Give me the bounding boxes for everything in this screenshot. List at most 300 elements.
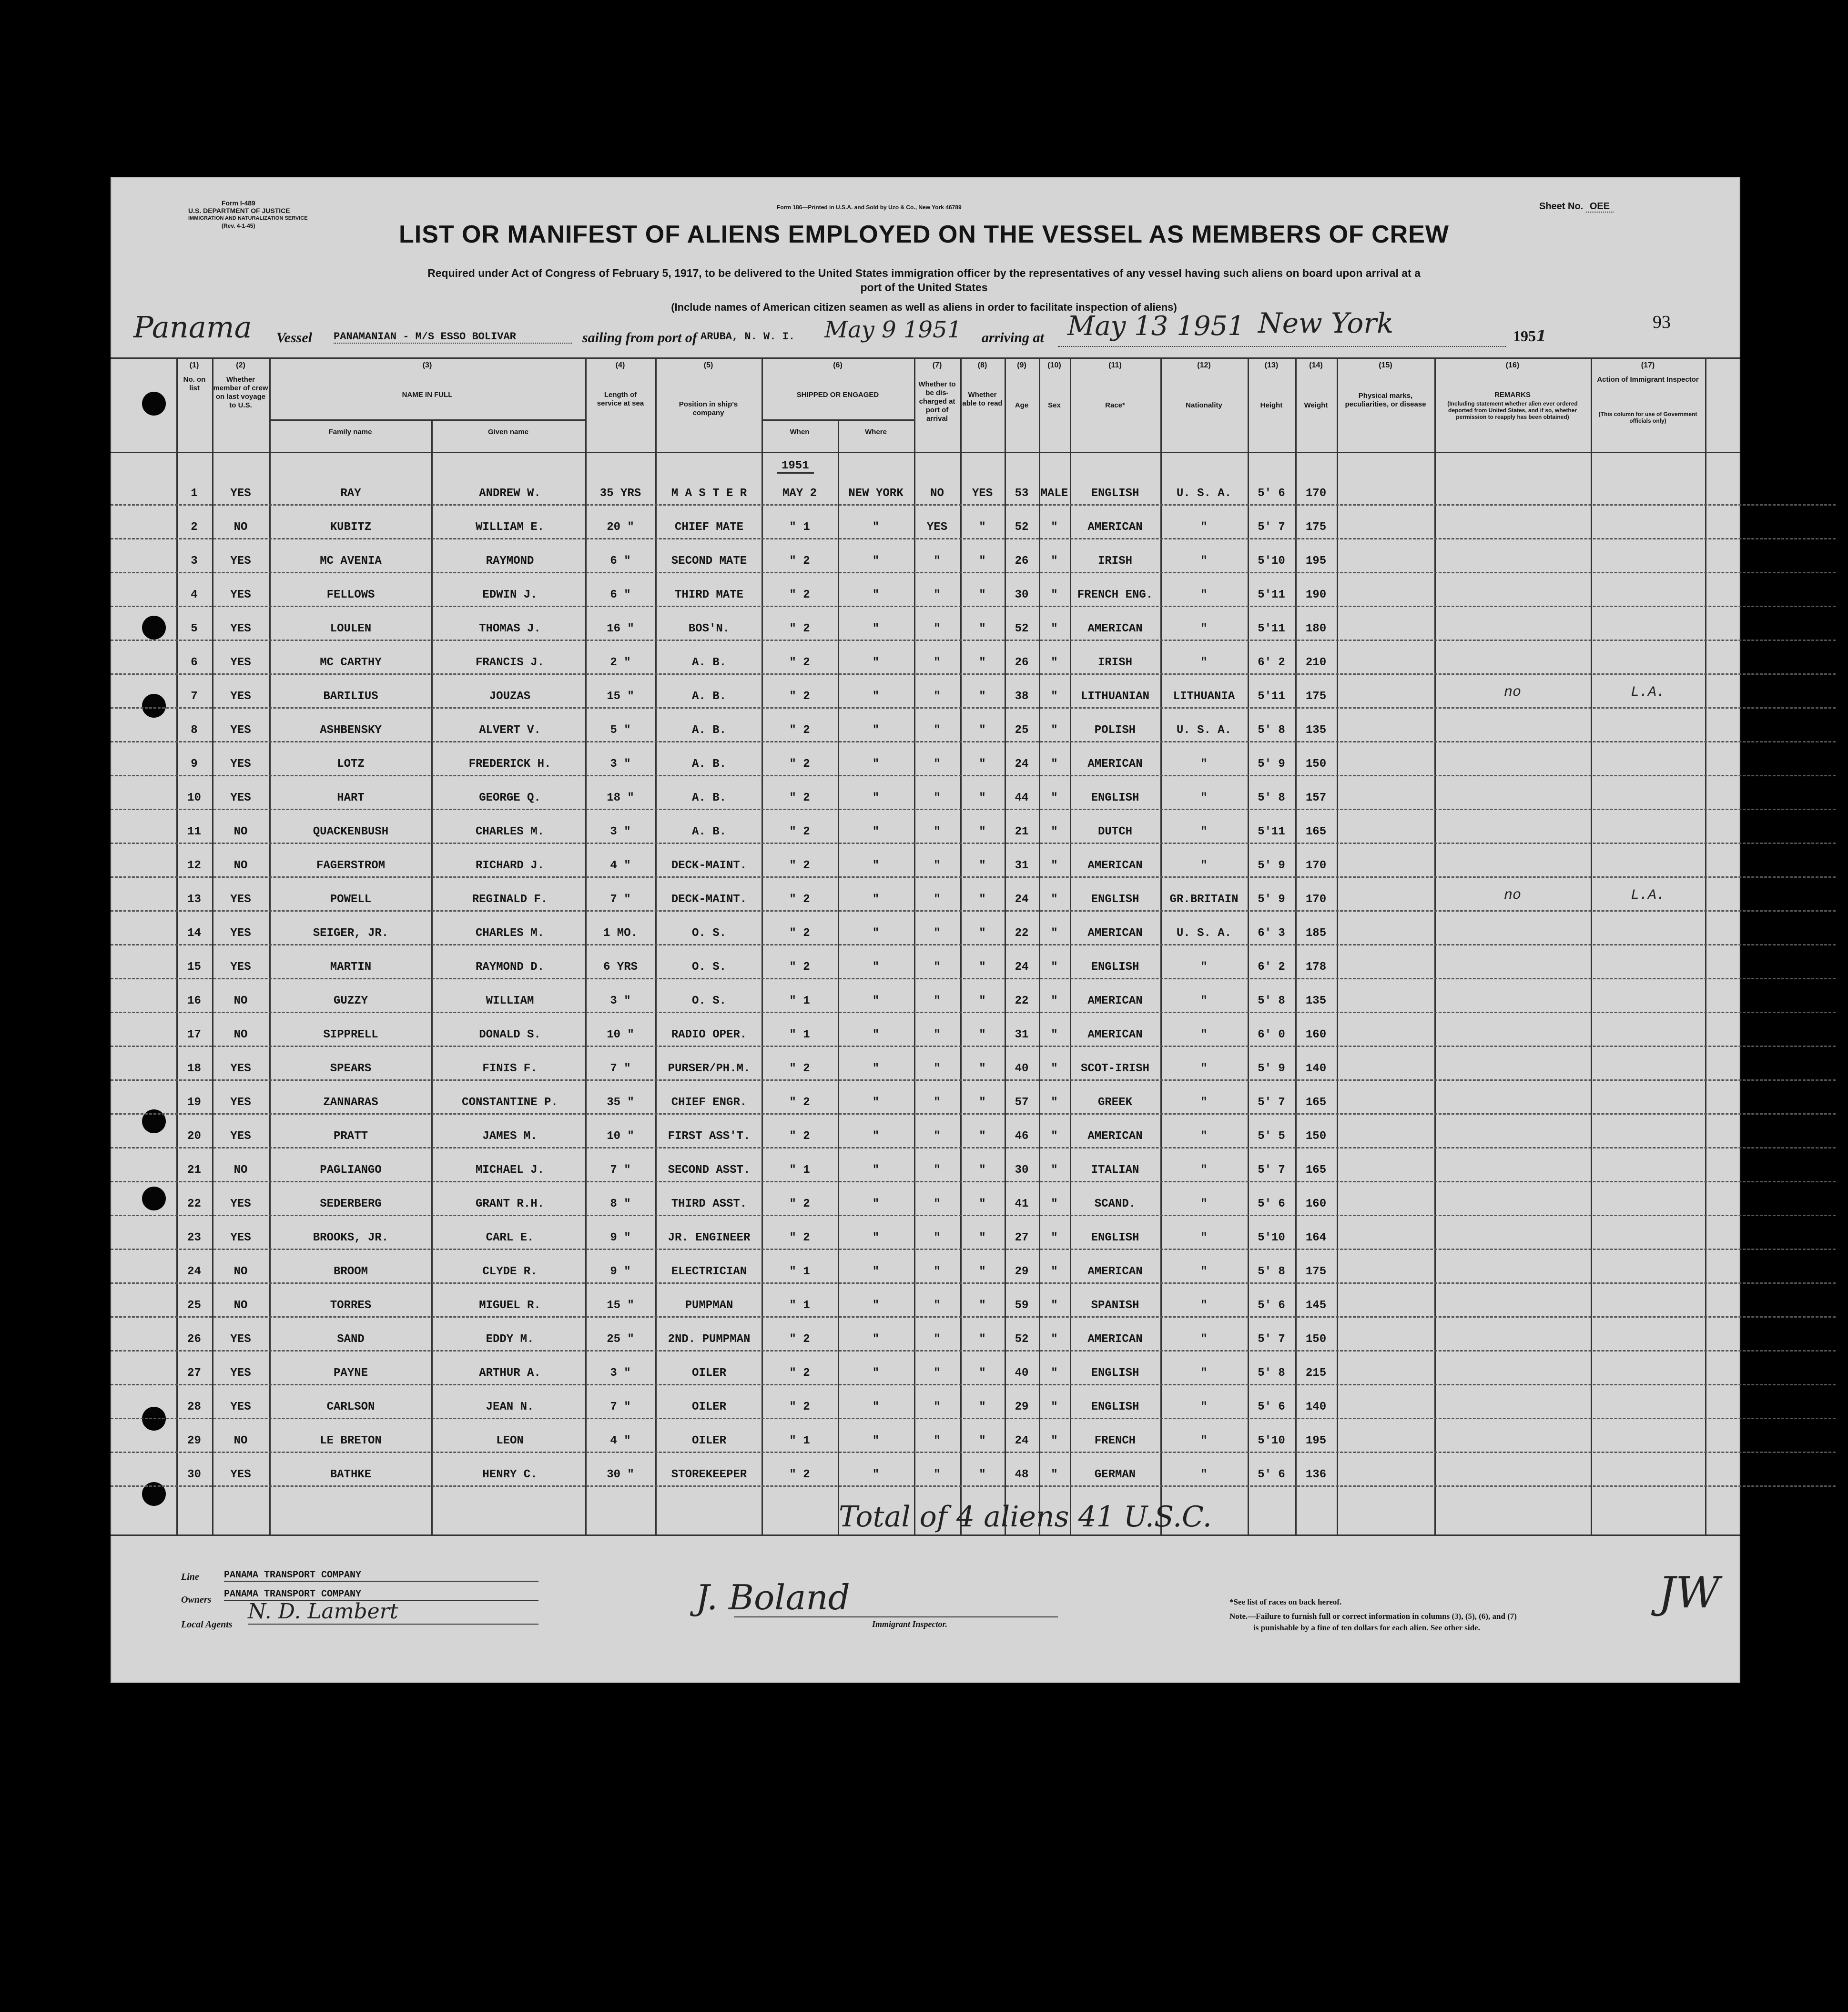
cell-read: ": [979, 724, 986, 737]
col-7-number: (7): [932, 361, 942, 369]
cell-height: 5' 7: [1258, 1333, 1285, 1346]
cell-no: 7: [191, 690, 198, 703]
cell-sex: ": [1051, 589, 1058, 601]
cell-nat: ": [1200, 1062, 1208, 1075]
col-12-header: Nationality: [1186, 401, 1222, 409]
cell-nat: ": [1200, 1299, 1208, 1312]
cell-read: ": [979, 656, 986, 669]
cell-service: 30 ": [607, 1468, 634, 1481]
cell-sex: ": [1051, 859, 1058, 872]
year-field: [1513, 327, 1546, 345]
cell-height: 5' 7: [1258, 1164, 1285, 1177]
cell-when: " 2: [789, 1130, 810, 1143]
cell-when: " 2: [789, 961, 810, 974]
cell-nat: LITHUANIA: [1173, 690, 1235, 703]
col-6-header: SHIPPED OR ENGAGED: [796, 391, 879, 399]
cell-no: 19: [187, 1096, 201, 1109]
year-value: 1: [1536, 327, 1547, 345]
cell-position: OILER: [691, 1434, 726, 1447]
cell-where: ": [872, 555, 880, 568]
cell-sex: ": [1051, 521, 1058, 534]
arriving-label: arriving at: [982, 330, 1044, 345]
cell-last: NO: [234, 1028, 248, 1041]
handwritten-total: Total of 4 aliens 41 U.S.C.: [839, 1500, 1212, 1534]
cell-when: " 2: [789, 758, 810, 771]
cell-last: YES: [230, 724, 251, 737]
cell-position: DECK-MAINT.: [671, 893, 747, 906]
cell-given: EDWIN J.: [482, 589, 538, 601]
cell-when: " 2: [789, 1333, 810, 1346]
cell-given: HENRY C.: [482, 1468, 538, 1481]
cell-when: " 2: [789, 893, 810, 906]
col-4-header: Length of service at sea: [597, 391, 644, 407]
cell-age: 24: [1015, 961, 1029, 974]
cell-family: BARILIUS: [323, 690, 378, 703]
cell-service: 15 ": [607, 1299, 634, 1312]
cell-nat: ": [1200, 521, 1208, 534]
cell-weight: 190: [1305, 589, 1327, 601]
subtitle-include: (Include names of American citizen seamen as well as aliens in order to facilitate inspection of aliens): [671, 301, 1177, 313]
penalty-note-2: is punishable by a fine of ten dollars for each alien. See other side.: [1253, 1623, 1480, 1632]
cell-where: ": [872, 1164, 880, 1177]
cell-disch: ": [934, 927, 941, 940]
cell-position: OILER: [691, 1401, 726, 1413]
cell-weight: 175: [1305, 521, 1327, 534]
department-name: U.S. DEPARTMENT OF JUSTICE: [188, 207, 290, 214]
col-17-subheader: (This column for use of Government officials only): [1598, 411, 1697, 424]
cell-last: NO: [234, 1299, 248, 1312]
cell-service: 35 YRS: [599, 487, 641, 500]
cell-when: " 2: [789, 1231, 810, 1244]
cell-race: AMERICAN: [1087, 1333, 1143, 1346]
col-17-header: Action of Immigrant Inspector: [1597, 376, 1699, 384]
agents-label: Local Agents: [181, 1619, 233, 1630]
cell-no: 22: [187, 1198, 201, 1210]
cell-last: YES: [230, 555, 251, 568]
cell-disch: ": [934, 825, 941, 838]
cell-where: ": [872, 1333, 880, 1346]
cell-disch: ": [934, 1468, 941, 1481]
cell-disch: ": [934, 1265, 941, 1278]
cell-weight: 165: [1305, 1096, 1327, 1109]
cell-sex: ": [1051, 1130, 1058, 1143]
cell-sex: ": [1051, 1198, 1058, 1210]
cell-family: BROOM: [333, 1265, 368, 1278]
cell-service: 3 ": [610, 758, 631, 771]
cell-age: 22: [1015, 995, 1029, 1007]
revision-date: (Rev. 4-1-45): [222, 223, 255, 229]
cell-height: 5' 6: [1258, 1299, 1285, 1312]
cell-service: 3 ": [610, 825, 631, 838]
cell-family: SAND: [337, 1333, 365, 1346]
table-row: [111, 912, 1836, 945]
cell-disch: ": [934, 859, 941, 872]
cell-position: 2ND. PUMPMAN: [668, 1333, 751, 1346]
cell-when: " 2: [789, 724, 810, 737]
cell-race: IRISH: [1097, 656, 1132, 669]
cell-height: 5'10: [1258, 1231, 1285, 1244]
subtitle-port: port of the United States: [860, 281, 988, 294]
year-header: 1951: [777, 459, 814, 474]
cell-given: FRANCIS J.: [475, 656, 545, 669]
cell-last: NO: [234, 995, 248, 1007]
cell-position: O. S.: [691, 927, 726, 940]
cell-age: 41: [1015, 1198, 1029, 1210]
table-row: [111, 709, 1836, 742]
col-8-number: (8): [977, 361, 987, 369]
cell-sex: ": [1051, 1231, 1058, 1244]
cell-where: ": [872, 927, 880, 940]
cell-given: CHARLES M.: [475, 927, 545, 940]
cell-nat: ": [1200, 859, 1208, 872]
cell-nat: U. S. A.: [1176, 724, 1232, 737]
cell-where: ": [872, 859, 880, 872]
inspector-label: Immigrant Inspector.: [872, 1619, 948, 1629]
cell-age: 46: [1015, 1130, 1029, 1143]
cell-weight: 140: [1305, 1062, 1327, 1075]
cell-nat: ": [1200, 1130, 1208, 1143]
cell-when: " 2: [789, 1096, 810, 1109]
cell-disch: ": [934, 1164, 941, 1177]
cell-position: A. B.: [691, 656, 726, 669]
cell-height: 5' 8: [1258, 792, 1285, 804]
cell-race: GERMAN: [1094, 1468, 1136, 1481]
page-title: LIST OR MANIFEST OF ALIENS EMPLOYED ON THE VESSEL AS MEMBERS OF CREW: [399, 221, 1449, 248]
cell-height: 5'11: [1258, 825, 1285, 838]
cell-when: " 1: [789, 1265, 810, 1278]
cell-disch: ": [934, 893, 941, 906]
where-header: Where: [865, 428, 887, 436]
cell-when: " 2: [789, 656, 810, 669]
cell-disch: ": [934, 1096, 941, 1109]
cell-weight: 175: [1305, 690, 1327, 703]
cell-age: 29: [1015, 1265, 1029, 1278]
cell-weight: 175: [1305, 1265, 1327, 1278]
cell-read: ": [979, 1434, 986, 1447]
cell-when: " 2: [789, 690, 810, 703]
cell-no: 16: [187, 995, 201, 1007]
cell-nat: U. S. A.: [1176, 927, 1232, 940]
col-11-number: (11): [1108, 361, 1122, 369]
cell-weight: 150: [1305, 1130, 1327, 1143]
cell-last: YES: [230, 1198, 251, 1210]
cell-sex: ": [1051, 1062, 1058, 1075]
cell-disch: ": [934, 1299, 941, 1312]
cell-age: 26: [1015, 555, 1029, 568]
cell-disch: ": [934, 622, 941, 635]
cell-race: FRENCH: [1094, 1434, 1136, 1447]
cell-when: " 1: [789, 1434, 810, 1447]
col-17-number: (17): [1641, 361, 1655, 369]
cell-when: " 1: [789, 1164, 810, 1177]
cell-service: 16 ": [607, 622, 634, 635]
cell-family: CARLSON: [326, 1401, 375, 1413]
cell-given: JEAN N.: [486, 1401, 534, 1413]
cell-sex: ": [1051, 927, 1058, 940]
cell-action: L.A.: [1630, 887, 1665, 904]
cell-last: YES: [230, 1062, 251, 1075]
agents-signature: N. D. Lambert: [248, 1599, 538, 1625]
cell-position: FIRST ASS'T.: [668, 1130, 751, 1143]
cell-family: PRATT: [333, 1130, 368, 1143]
table-row: [111, 1419, 1836, 1453]
cell-where: ": [872, 724, 880, 737]
cell-weight: 170: [1305, 893, 1327, 906]
col-6-number: (6): [833, 361, 843, 369]
cell-height: 5' 5: [1258, 1130, 1285, 1143]
cell-position: A. B.: [691, 792, 726, 804]
cell-disch: ": [934, 792, 941, 804]
cell-age: 57: [1015, 1096, 1029, 1109]
cell-no: 2: [191, 521, 198, 534]
cell-where: ": [872, 521, 880, 534]
col-15-number: (15): [1379, 361, 1392, 369]
cell-age: 44: [1015, 792, 1029, 804]
cell-weight: 215: [1305, 1367, 1327, 1380]
cell-weight: 185: [1305, 927, 1327, 940]
cell-position: THIRD MATE: [674, 589, 744, 601]
cell-race: DUTCH: [1097, 825, 1132, 838]
table-row: [111, 742, 1836, 776]
table-row: [111, 1318, 1836, 1351]
cell-sex: ": [1051, 825, 1058, 838]
cell-family: LE BRETON: [320, 1434, 382, 1447]
table-row: [111, 506, 1836, 539]
subtitle-act: Required under Act of Congress of February 5, 1917, to be delivered to the United States immigration officer by the representatives of any vessel having such aliens on board upon arrival at a: [427, 267, 1421, 279]
cell-sex: ": [1051, 724, 1058, 737]
cell-disch: ": [934, 1434, 941, 1447]
cell-age: 22: [1015, 927, 1029, 940]
cell-last: NO: [234, 859, 248, 872]
cell-where: ": [872, 589, 880, 601]
penalty-note-1: Note.—Failure to furnish full or correct information in columns (3), (5), (6), and (7): [1229, 1612, 1517, 1621]
cell-no: 1: [191, 487, 198, 500]
printer-note: Form 186—Printed in U.S.A. and Sold by Uzo & Co., New York 46789: [777, 204, 962, 211]
cell-nat: ": [1200, 792, 1208, 804]
cell-when: " 1: [789, 995, 810, 1007]
cell-position: RADIO OPER.: [671, 1028, 747, 1041]
cell-weight: 178: [1305, 961, 1327, 974]
cell-position: JR. ENGINEER: [668, 1231, 751, 1244]
cell-sex: ": [1051, 1333, 1058, 1346]
cell-given: WILLIAM E.: [475, 521, 545, 534]
cell-no: 28: [187, 1401, 201, 1413]
cell-height: 5' 8: [1258, 1265, 1285, 1278]
cell-where: ": [872, 690, 880, 703]
cell-given: LEON: [496, 1434, 524, 1447]
cell-race: ENGLISH: [1091, 1401, 1139, 1413]
cell-given: MICHAEL J.: [475, 1164, 545, 1177]
cell-last: YES: [230, 1130, 251, 1143]
cell-last: NO: [234, 1434, 248, 1447]
col-10-header: Sex: [1048, 401, 1061, 409]
cell-race: AMERICAN: [1087, 521, 1143, 534]
cell-age: 29: [1015, 1401, 1029, 1413]
cell-where: ": [872, 1434, 880, 1447]
col-12-number: (12): [1197, 361, 1211, 369]
cell-race: ENGLISH: [1091, 1367, 1139, 1380]
cell-family: HART: [337, 792, 365, 804]
cell-race: SCOT-IRISH: [1080, 1062, 1150, 1075]
cell-weight: 170: [1305, 859, 1327, 872]
cell-last: YES: [230, 758, 251, 771]
cell-height: 5' 7: [1258, 521, 1285, 534]
sailing-label: sailing from port of: [582, 330, 697, 345]
cell-race: ENGLISH: [1091, 792, 1139, 804]
cell-when: " 2: [789, 589, 810, 601]
col-1-number: (1): [189, 361, 199, 369]
cell-no: 12: [187, 859, 201, 872]
col-9-header: Age: [1015, 401, 1029, 409]
cell-no: 14: [187, 927, 201, 940]
col-16-subheader: (Including statement whether alien ever ordered deported from United States, and if so, whether permission to reapply has been obtained): [1447, 400, 1578, 420]
cell-sex: ": [1051, 961, 1058, 974]
cell-nat: ": [1200, 758, 1208, 771]
table-row: [111, 641, 1836, 675]
cell-race: ENGLISH: [1091, 893, 1139, 906]
cell-family: BROOKS, JR.: [313, 1231, 389, 1244]
cell-family: LOTZ: [337, 758, 365, 771]
col-2-number: (2): [236, 361, 245, 369]
cell-no: 23: [187, 1231, 201, 1244]
cell-remarks: no: [1503, 887, 1521, 904]
cell-weight: 165: [1305, 1164, 1327, 1177]
cell-weight: 145: [1305, 1299, 1327, 1312]
cell-when: MAY 2: [782, 487, 817, 500]
cell-when: " 2: [789, 1198, 810, 1210]
cell-race: AMERICAN: [1087, 1130, 1143, 1143]
table-row: [111, 776, 1836, 810]
cell-last: NO: [234, 1265, 248, 1278]
inspector-signature: J. Boland: [696, 1577, 850, 1617]
cell-weight: 140: [1305, 1401, 1327, 1413]
cell-service: 7 ": [610, 1164, 631, 1177]
cell-when: " 2: [789, 622, 810, 635]
cell-no: 13: [187, 893, 201, 906]
cell-service: 8 ": [610, 1198, 631, 1210]
cell-race: SPANISH: [1091, 1299, 1139, 1312]
cell-where: ": [872, 758, 880, 771]
cell-age: 30: [1015, 1164, 1029, 1177]
cell-age: 40: [1015, 1367, 1029, 1380]
cell-family: RAY: [340, 487, 361, 500]
cell-weight: 135: [1305, 995, 1327, 1007]
cell-no: 5: [191, 622, 198, 635]
cell-disch: ": [934, 1130, 941, 1143]
cell-nat: ": [1200, 1333, 1208, 1346]
cell-given: RAYMOND: [486, 555, 534, 568]
cell-service: 6 ": [610, 589, 631, 601]
cell-family: MC CARTHY: [320, 656, 382, 669]
cell-age: 27: [1015, 1231, 1029, 1244]
cell-position: ELECTRICIAN: [671, 1265, 747, 1278]
table-row: [111, 810, 1836, 844]
cell-where: ": [872, 1096, 880, 1109]
cell-weight: 180: [1305, 622, 1327, 635]
cell-service: 4 ": [610, 859, 631, 872]
cell-weight: 157: [1305, 792, 1327, 804]
cell-no: 30: [187, 1468, 201, 1481]
cell-nat: ": [1200, 555, 1208, 568]
cell-read: ": [979, 825, 986, 838]
cell-race: GREEK: [1097, 1096, 1132, 1109]
cell-service: 10 ": [607, 1028, 634, 1041]
cell-sex: ": [1051, 1367, 1058, 1380]
cell-last: YES: [230, 1096, 251, 1109]
cell-weight: 160: [1305, 1198, 1327, 1210]
cell-family: SIPPRELL: [323, 1028, 378, 1041]
cell-last: YES: [230, 961, 251, 974]
cell-nat: GR.BRITAIN: [1169, 893, 1239, 906]
cell-position: CHIEF MATE: [674, 521, 744, 534]
col-3-number: (3): [422, 361, 432, 369]
cell-where: ": [872, 825, 880, 838]
cell-last: YES: [230, 1231, 251, 1244]
sheet-number: [1539, 201, 1614, 212]
table-row: [111, 1284, 1836, 1318]
cell-given: EDDY M.: [486, 1333, 534, 1346]
cell-read: ": [979, 555, 986, 568]
cell-race: FRENCH ENG.: [1077, 589, 1153, 601]
cell-given: THOMAS J.: [479, 622, 541, 635]
table-row: [111, 1182, 1836, 1216]
cell-last: YES: [230, 487, 251, 500]
cell-nat: ": [1200, 1164, 1208, 1177]
cell-where: ": [872, 1062, 880, 1075]
cell-disch: ": [934, 555, 941, 568]
cell-when: " 2: [789, 555, 810, 568]
table-row: [111, 878, 1836, 912]
arriving-port-handwritten: New York: [1258, 307, 1394, 339]
cell-disch: ": [934, 656, 941, 669]
cell-when: " 2: [789, 1468, 810, 1481]
col-8-header: Whether able to read: [962, 391, 1003, 407]
when-header: When: [790, 428, 810, 436]
cell-service: 7 ": [610, 1062, 631, 1075]
cell-family: LOULEN: [330, 622, 372, 635]
cell-age: 25: [1015, 724, 1029, 737]
cell-race: AMERICAN: [1087, 1265, 1143, 1278]
cell-disch: ": [934, 1028, 941, 1041]
cell-last: YES: [230, 1468, 251, 1481]
line-value: PANAMA TRANSPORT COMPANY: [224, 1570, 538, 1582]
cell-nat: ": [1200, 1096, 1208, 1109]
table-row: [111, 1385, 1836, 1419]
cell-sex: ": [1051, 656, 1058, 669]
cell-given: DONALD S.: [479, 1028, 541, 1041]
cell-race: AMERICAN: [1087, 859, 1143, 872]
cell-service: 6 ": [610, 555, 631, 568]
cell-position: PUMPMAN: [685, 1299, 733, 1312]
cell-given: ANDREW W.: [479, 487, 541, 500]
cell-no: 26: [187, 1333, 201, 1346]
cell-family: TORRES: [330, 1299, 372, 1312]
col-14-number: (14): [1309, 361, 1323, 369]
cell-race: LITHUANIAN: [1080, 690, 1150, 703]
vessel-value: PANAMANIAN - M/S ESSO BOLIVAR: [334, 331, 572, 344]
cell-service: 35 ": [607, 1096, 634, 1109]
cell-age: 48: [1015, 1468, 1029, 1481]
cell-disch: NO: [930, 487, 944, 500]
cell-height: 5' 8: [1258, 1367, 1285, 1380]
cell-where: ": [872, 622, 880, 635]
col-14-header: Weight: [1304, 401, 1328, 409]
cell-given: RAYMOND D.: [475, 961, 545, 974]
cell-disch: ": [934, 724, 941, 737]
cell-given: REGINALD F.: [472, 893, 548, 906]
cell-disch: ": [934, 690, 941, 703]
cell-read: ": [979, 1096, 986, 1109]
